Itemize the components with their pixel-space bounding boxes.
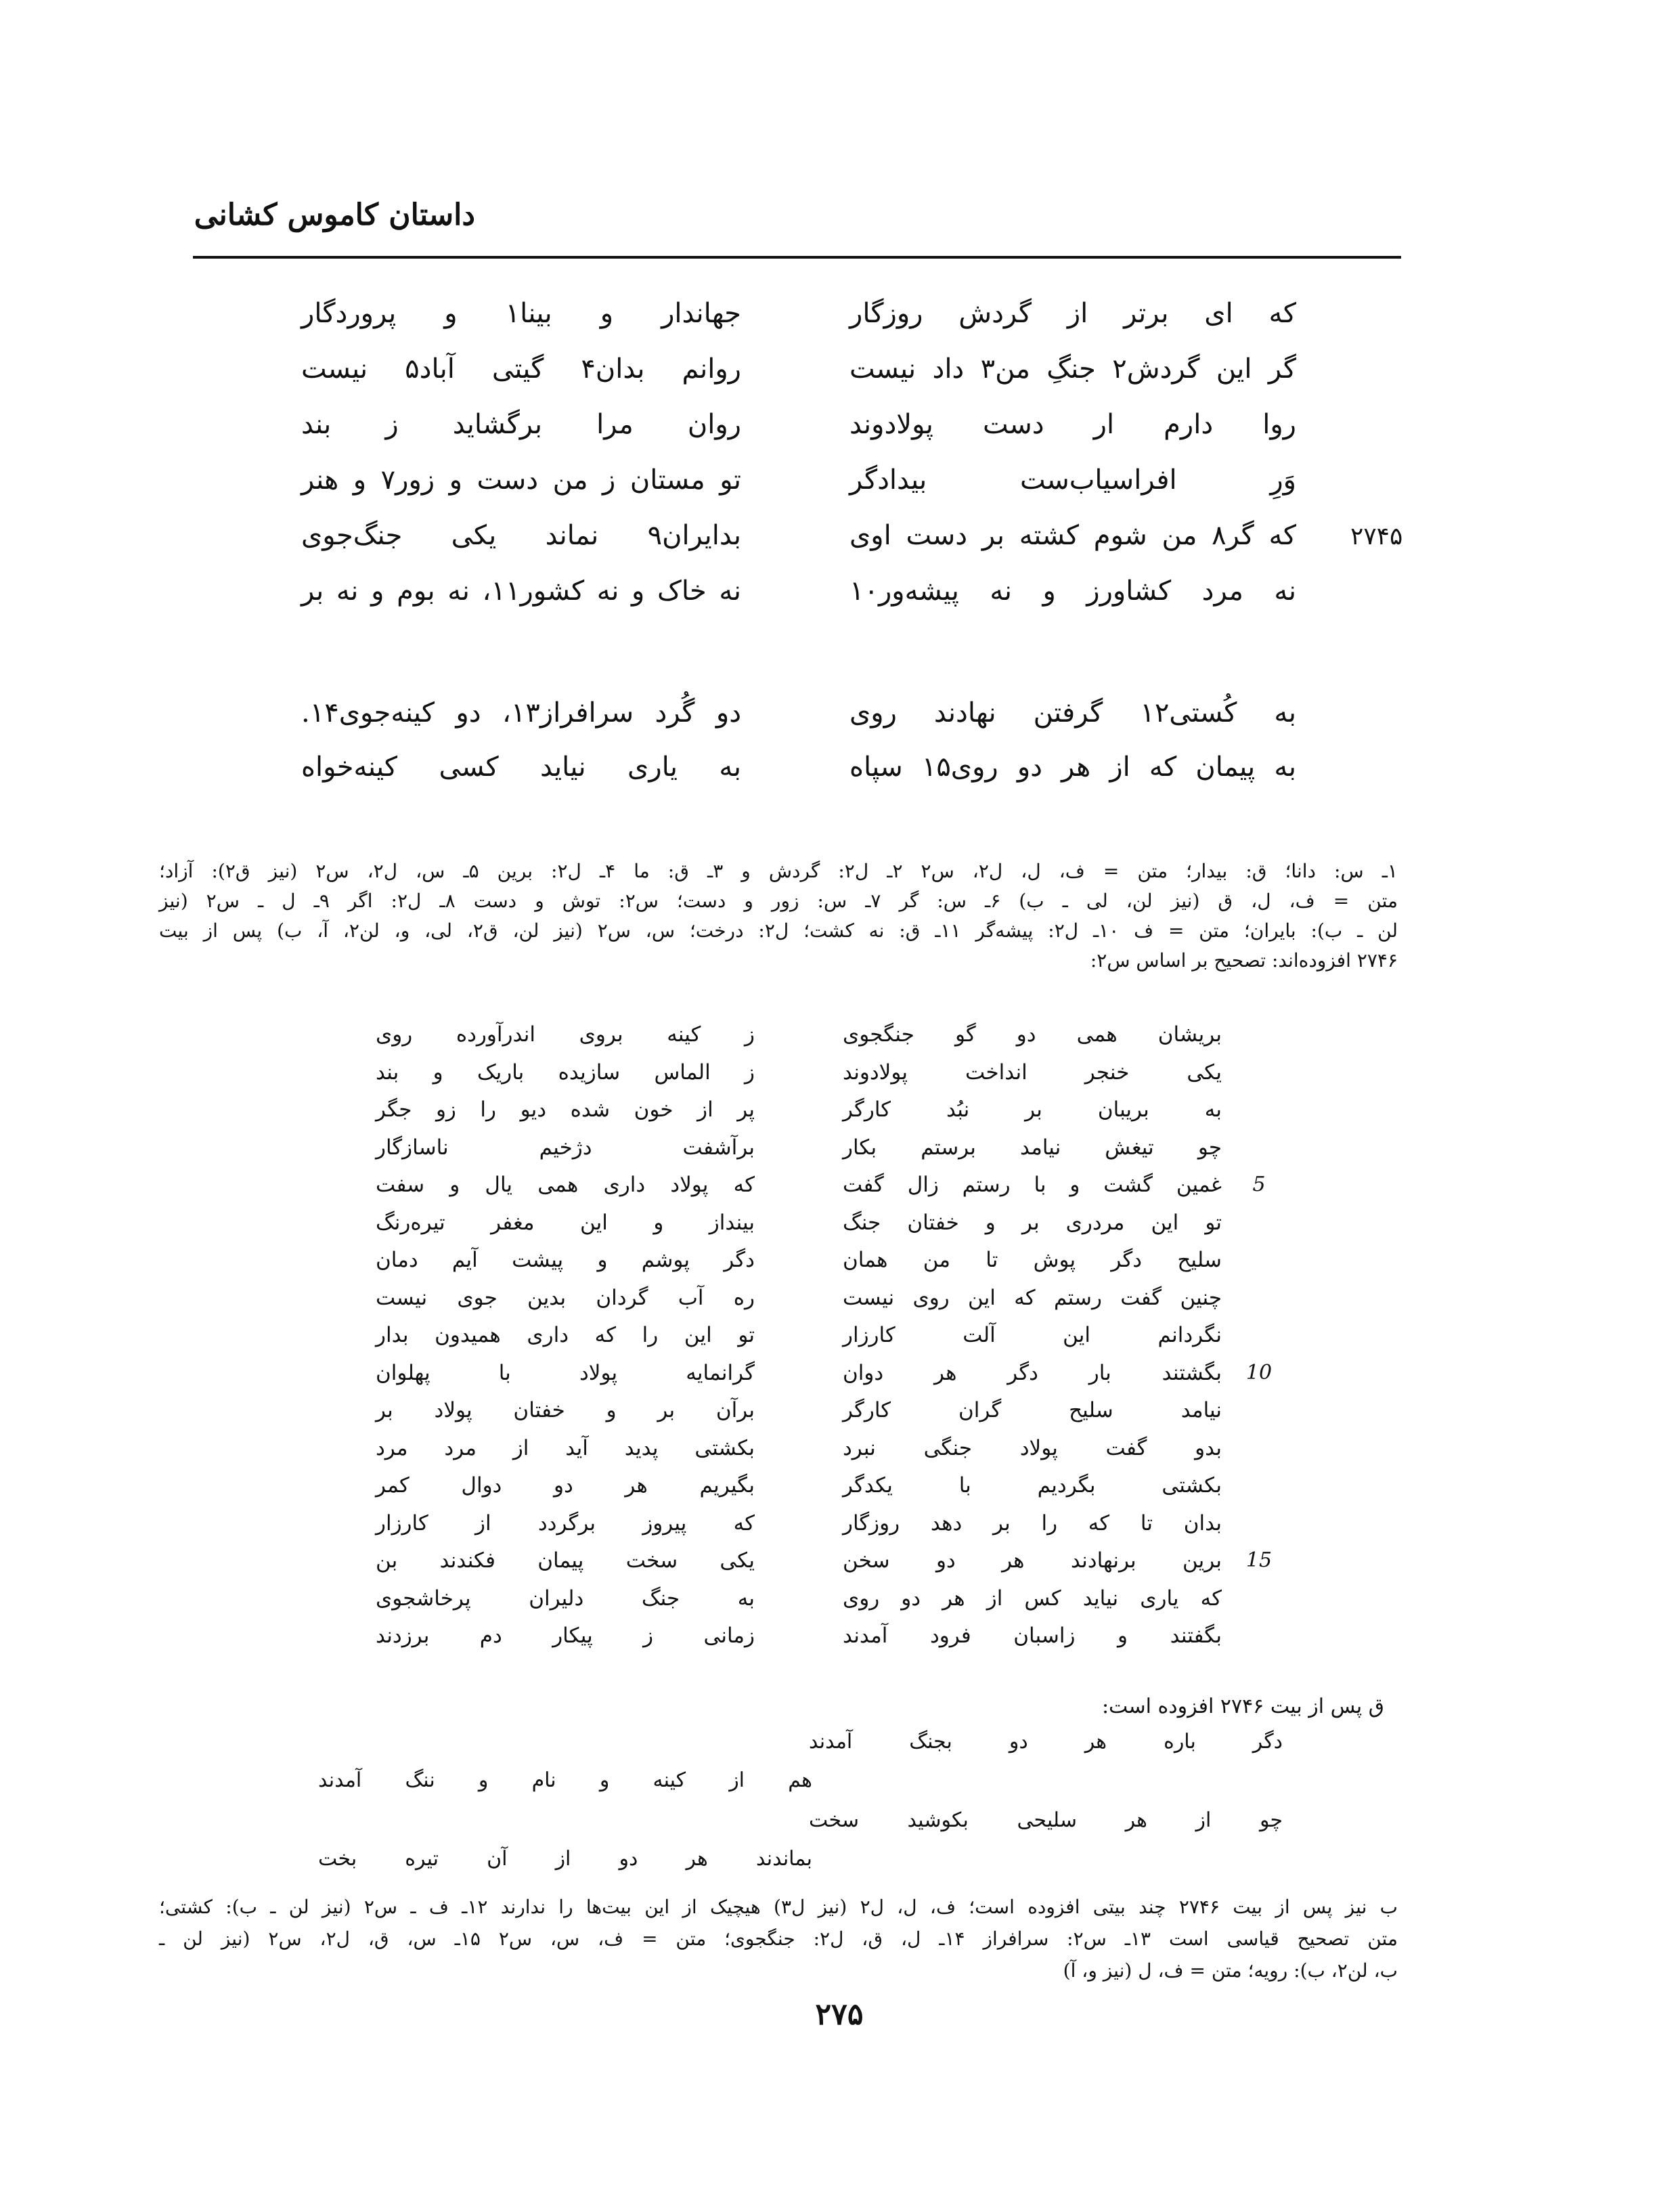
added-verse-right: نگردانم این آلت کارزار [843,1323,1222,1347]
added-verse-left: پر از خون شده دیو را زو جگر [376,1097,755,1122]
verse-right: گر این گردش۲ جنگِ من۳ داد نیست [849,353,1296,385]
page-number: ۲۷۵ [815,1997,864,2032]
added-verse-right: غمین گشت و با رستم زال گفت [843,1173,1222,1197]
footnote-line: متن = ف، ل، ق (نیز لن، لی ـ ب) ۶ـ س: گر ۷ـ س: زور و دست؛ س۲: توش و دست ۸ـ ل۲: اگر ۹ـ ل ـ س۲ (نیز [159,890,1398,912]
verse-right: نه مرد کشاورز و نه پیشه‌ور۱۰ [849,575,1296,607]
added-verse-right: برین برنهادند هر دو سخن [843,1548,1222,1573]
added-verse-left: ز کینه بروی اندرآورده روی [376,1022,755,1047]
footnote-line: متن تصحیح قیاسی است ۱۳ـ س۲: سرافراز ۱۴ـ ل، ق، ل۲: جنگجوی؛ متن = ف، س، س۲ ۱۵ـ س، ق، ل۲، س۲ (نیز لن ـ [159,1928,1398,1950]
q-line: هم از کینه و نام و ننگ آمدند [318,1768,812,1792]
added-verse-right: بگشتند بار دگر هر دوان [843,1360,1222,1385]
verse-left: جهاندار و بینا۱ و پروردگار [301,298,741,329]
added-verse-left: یکی سخت پیمان فکندند بن [376,1548,755,1573]
added-verse-right: به بریبان بر نبُد کارگر [843,1097,1222,1122]
verse-left: روانم بدان۴ گیتی آباد۵ نیست [301,353,741,385]
q-line: دگر باره هر دو بجنگ آمدند [809,1730,1283,1754]
added-verse-left: که پولاد داری همی یال و سفت [376,1173,755,1197]
footnote-line: ۲۷۴۶ افزوده‌اند: تصحیح بر اساس س۲: [1090,949,1398,972]
verse-right: که ای برتر از گردش روزگار [849,298,1296,329]
added-verse-number: 5 [1252,1173,1266,1196]
added-verse-left: بگیریم هر دو دوال کمر [376,1473,755,1498]
header-rule [193,256,1401,259]
footnote-line: لن ـ ب): بایران؛ متن = ف ۱۰ـ ل۲: پیشه‌گر ۱۱ـ ق: نه کشت؛ ل۲: درخت؛ س، س۲ (نیز لن، ق۲، لی، و، لن۲، آ، ب) پس از بیت [159,919,1398,942]
verse-right: به کُستی۱۲ گرفتن نهادند روی [849,697,1296,728]
added-verse-left: زمانی ز پیکار دم برزدند [376,1624,755,1648]
added-verse-right: که یاری نیاید کس از هر دو روی [843,1586,1222,1611]
added-verse-right: سلیح دگر پوش تا من همان [843,1248,1222,1272]
verse-right: به پیمان که از هر دو روی۱۵ سپاه [849,752,1296,783]
q-note: ق پس از بیت ۲۷۴۶ افزوده است: [1101,1695,1384,1718]
added-verse-right: چنین گفت رستم که این روی نیست [843,1285,1222,1310]
footnote-line: ب، لن۲، ب): رویه؛ متن = ف، ل (نیز و، آ) [1063,1959,1398,1982]
added-verse-right: نیامد سلیح گران کارگر [843,1398,1222,1422]
footnote-line: ب نیز پس از بیت ۲۷۴۶ چند بیتی افزوده است؛ ف، ل، ل۲ (نیز ل۳) هیچیک از این بیت‌ها را ندارند ۱۲ـ ف ـ س۲ (نیز لن ـ ب): کشتی؛ [159,1896,1398,1918]
added-verse-number: 15 [1245,1548,1273,1572]
verse-left: تو مستان ز من دست و زور۷ و هنر [301,464,741,496]
verse-left: دو گُرد سرافراز۱۳، دو کینه‌جوی۱۴. [301,697,741,728]
added-verse-right: بریشان همی دو گو جنگجوی [843,1022,1222,1047]
verse-left: بدایران۹ نماند یکی جنگ‌جوی [301,520,741,551]
added-verse-left: بینداز و این مغفر تیره‌رنگ [376,1210,755,1235]
added-verse-left: گرانمایه پولاد با پهلوان [376,1360,755,1385]
added-verse-right: بکشتی بگردیم با یکدگر [843,1473,1222,1498]
running-head: داستان کاموس کشانی [194,198,475,232]
added-verse-right: چو تیغش نیامد برستم بکار [843,1135,1222,1160]
verse-number: ۲۷۴۵ [1350,523,1403,550]
verse-right: وَرِ افراسیاب‌ست بیدادگر [849,464,1296,496]
added-verse-left: بکشتی پدید آید از مرد مرد [376,1435,755,1460]
added-verse-right: بدان تا که را بر دهد روزگار [843,1510,1222,1536]
footnote-line: ۱ـ س: دانا؛ ق: بیدار؛ متن = ف، ل، ل۲، س۲ ۲ـ ل۲: گردش و ۳ـ ق: ما ۴ـ ل۲: برین ۵ـ س، ل۲، س۲ (نیز ق۲): آزاد؛ [159,860,1398,882]
verse-left: نه خاک و نه کشور۱۱، نه بوم و نه بر [301,575,741,607]
added-verse-left: ز الماس سازیده باریک و بند [376,1060,755,1085]
added-verse-left: دگر پوشم و پیشت آیم دمان [376,1248,755,1272]
added-verse-right: تو این مردری بر و خفتان جنگ [843,1210,1222,1235]
q-line: چو از هر سلیحی بکوشید سخت [809,1808,1283,1832]
added-verse-left: تو این را که داری همیدون بدار [376,1323,755,1347]
verse-left: روان مرا برگشاید ز بند [301,409,741,440]
added-verse-left: برآشفت دژخیم ناسازگار [376,1135,755,1160]
verse-right: که گر۸ من شوم کشته بر دست اوی [849,520,1296,551]
q-line: بماندند هر دو از آن تیره بخت [318,1847,812,1871]
added-verse-right: یکی خنجر انداخت پولادوند [843,1060,1222,1085]
verse-right: روا دارم ار دست پولادوند [849,409,1296,440]
added-verse-number: 10 [1245,1360,1273,1385]
verse-left: به یاری نیاید کسی کینه‌خواه [301,752,741,783]
added-verse-left: به جنگ دلیران پرخاشجوی [376,1586,755,1611]
added-verse-right: بگفتند و زاسبان فرود آمدند [843,1624,1222,1648]
added-verse-left: ره آب گردان بدین جوی نیست [376,1285,755,1310]
added-verse-left: که پیروز برگردد از کارزار [376,1510,755,1536]
added-verse-right: بدو گفت پولاد جنگی نبرد [843,1435,1222,1460]
added-verse-left: برآن بر و خفتان پولاد بر [376,1398,755,1422]
